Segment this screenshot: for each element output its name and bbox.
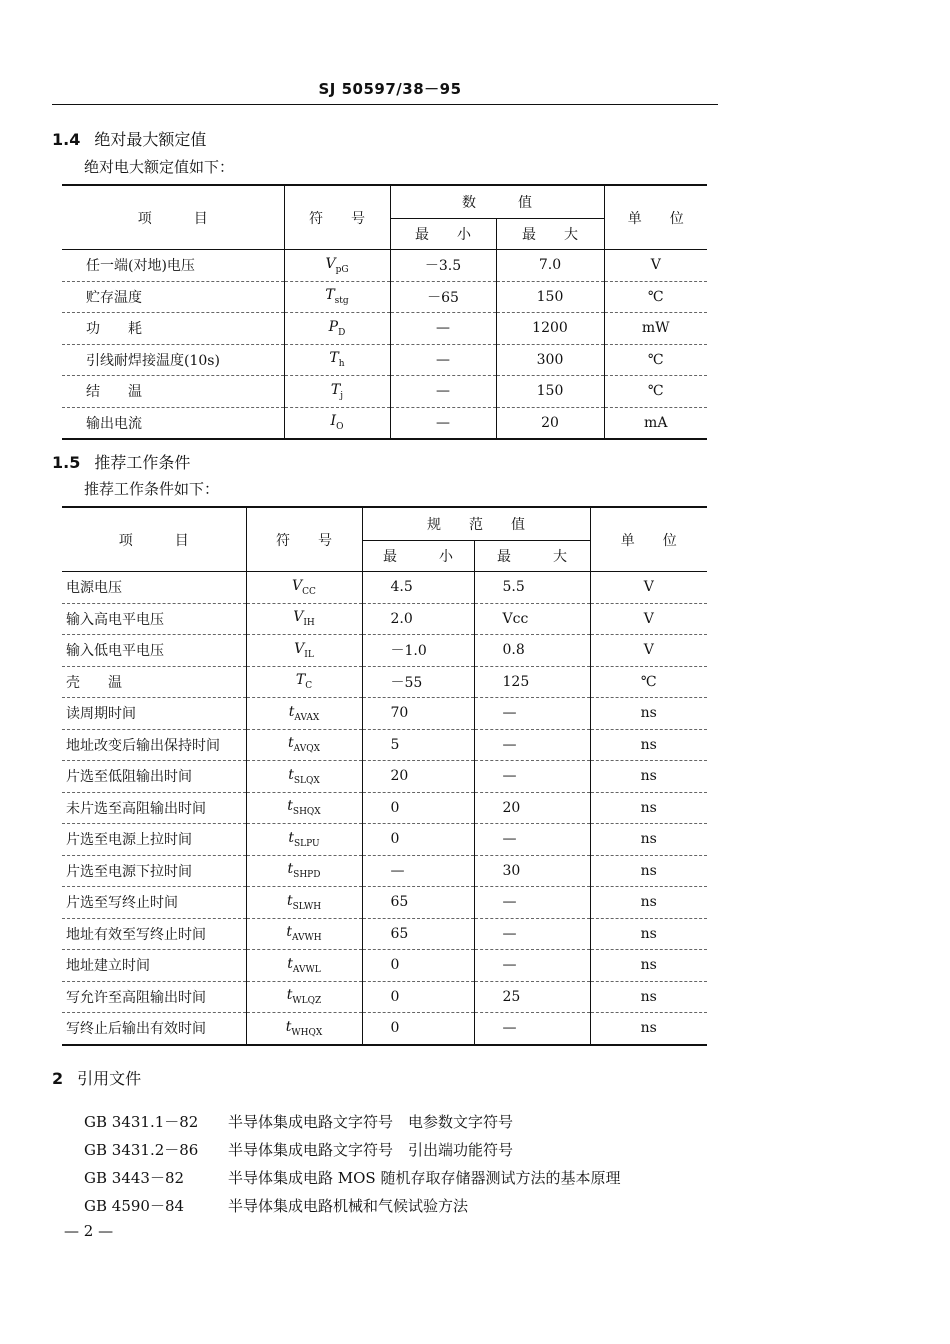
cell-max: — <box>474 918 590 950</box>
cell-symbol <box>246 887 362 919</box>
cell-item: 输入高电平电压 <box>62 603 246 635</box>
cell-symbol <box>246 855 362 887</box>
cell-min: — <box>390 376 496 408</box>
table-row <box>62 855 707 887</box>
cell-item: 输出电流 <box>86 415 142 432</box>
cell-symbol <box>284 344 390 376</box>
cell-min: 0 <box>362 1013 474 1045</box>
cell-min: －1.0 <box>362 635 474 667</box>
table-row <box>62 635 707 667</box>
symbol-subscript: SHQX <box>292 807 321 818</box>
cell-max: 20 <box>474 792 590 824</box>
absolute-max-ratings-table <box>62 184 707 440</box>
cell-item: 地址建立时间 <box>62 950 246 982</box>
cell-max: 5.5 <box>474 572 590 604</box>
cell-max: — <box>474 950 590 982</box>
table-row <box>62 250 707 282</box>
header-value: 数 值 <box>390 185 604 219</box>
cell-unit: mA <box>604 407 707 439</box>
header-unit: 单 位 <box>604 185 707 250</box>
header-min: 最 小 <box>390 219 496 250</box>
symbol-letter: t <box>287 861 294 878</box>
reference-title: 半导体集成电路 MOS 随机存取存储器测试方法的基本原理 <box>228 1169 621 1187</box>
cell-item: 结 温 <box>62 376 284 408</box>
cell-unit: ns <box>590 981 707 1013</box>
header-min: 最 小 <box>362 541 474 572</box>
cell-max: 125 <box>474 666 590 698</box>
cell-symbol <box>284 407 390 439</box>
table-row <box>62 1013 707 1045</box>
table-row <box>62 572 707 604</box>
header-max: 最 大 <box>496 219 604 250</box>
cell-min: 0 <box>362 981 474 1013</box>
symbol-subscript: pG <box>335 264 349 275</box>
cell-item: 写终止后输出有效时间 <box>66 1021 206 1038</box>
cell-min: 70 <box>362 698 474 730</box>
cell-symbol <box>246 824 362 856</box>
cell-symbol <box>246 918 362 950</box>
section-1-4-heading <box>52 127 206 150</box>
table-row <box>62 603 707 635</box>
symbol-subscript: SHPD <box>293 870 321 881</box>
cell-max: — <box>474 887 590 919</box>
page-number: — 2 — <box>64 1222 114 1240</box>
symbol-subscript: h <box>338 359 345 370</box>
symbol-subscript: IL <box>304 649 314 660</box>
cell-symbol <box>246 666 362 698</box>
table-row <box>62 666 707 698</box>
table-row <box>62 824 707 856</box>
cell-max: Vcc <box>474 603 590 635</box>
cell-max: — <box>474 729 590 761</box>
cell-symbol <box>246 729 362 761</box>
cell-max: 20 <box>496 407 604 439</box>
cell-item: 引线耐焊接温度(10s) <box>62 344 284 376</box>
symbol-letter: P <box>328 318 339 335</box>
cell-symbol <box>246 572 362 604</box>
cell-min: 65 <box>362 887 474 919</box>
cell-max: 30 <box>474 855 590 887</box>
cell-item: 未片选至高阻输出时间 <box>62 792 246 824</box>
cell-max: — <box>474 1013 590 1045</box>
cell-max: 150 <box>496 281 604 313</box>
symbol-letter: t <box>286 924 292 941</box>
reference-code: GB 3431.1－82 <box>84 1113 199 1131</box>
symbol-subscript: stg <box>334 296 349 307</box>
cell-symbol <box>284 250 390 282</box>
cell-min: 0 <box>362 824 474 856</box>
cell-max: 300 <box>496 344 604 376</box>
cell-item: 读周期时间 <box>62 698 246 730</box>
cell-min: 65 <box>362 918 474 950</box>
symbol-letter: T <box>330 381 341 398</box>
cell-unit: ℃ <box>590 666 707 698</box>
header-item: 项 目 <box>62 507 246 572</box>
cell-symbol <box>284 281 390 313</box>
reference-title: 半导体集成电路文字符号 引出端功能符号 <box>228 1141 514 1159</box>
cell-symbol <box>284 313 390 345</box>
symbol-letter: T <box>295 672 306 689</box>
reference-list <box>84 1108 620 1220</box>
header-value: 规 范 值 <box>362 507 590 541</box>
header-rule <box>52 104 718 105</box>
reference-item <box>84 1136 620 1164</box>
cell-min: －65 <box>390 281 496 313</box>
cell-max: 150 <box>496 376 604 408</box>
cell-unit: ns <box>590 918 707 950</box>
cell-unit: ns <box>590 761 707 793</box>
cell-symbol <box>246 981 362 1013</box>
cell-item: 片选至写终止时间 <box>62 887 246 919</box>
cell-min: — <box>390 344 496 376</box>
cell-unit: ℃ <box>604 376 707 408</box>
reference-code: GB 3431.2－86 <box>84 1141 199 1159</box>
cell-min: 20 <box>362 761 474 793</box>
cell-min: 0 <box>362 950 474 982</box>
table-row <box>62 281 707 313</box>
header-item: 项 目 <box>62 185 284 250</box>
cell-item: 写允许至高阻输出时间 <box>62 981 246 1013</box>
cell-unit: ns <box>590 792 707 824</box>
symbol-subscript: AVWH <box>291 933 322 944</box>
document-id: SJ 50597/38－95 <box>318 80 462 98</box>
cell-symbol <box>246 698 362 730</box>
cell-min: 2.0 <box>362 603 474 635</box>
header-max: 最 大 <box>474 541 590 572</box>
cell-symbol <box>246 792 362 824</box>
cell-item: 地址有效至写终止时间 <box>62 918 246 950</box>
symbol-letter: t <box>287 798 293 815</box>
recommended-conditions-table <box>62 506 707 1046</box>
cell-min: －3.5 <box>390 250 496 282</box>
table-row <box>62 407 707 439</box>
symbol-subscript: CC <box>302 586 316 597</box>
cell-unit: V <box>590 635 707 667</box>
cell-item: 输入低电平电压 <box>62 635 246 667</box>
cell-symbol <box>246 1013 362 1045</box>
symbol-subscript: AVQX <box>293 744 320 755</box>
cell-item: 片选至低阻输出时间 <box>62 761 246 793</box>
cell-item: 贮存温度 <box>62 281 284 313</box>
symbol-letter: t <box>288 766 294 783</box>
table-row <box>62 887 707 919</box>
cell-symbol <box>246 603 362 635</box>
table-row <box>62 376 707 408</box>
table-row <box>62 981 707 1013</box>
cell-item: 任一端(对地)电压 <box>62 250 284 282</box>
cell-unit: ℃ <box>604 344 707 376</box>
symbol-subscript: j <box>340 390 344 401</box>
symbol-subscript: AVWL <box>292 964 321 975</box>
cell-unit: ns <box>590 824 707 856</box>
section-title: 引用文件 <box>77 1069 142 1088</box>
section-2-heading <box>52 1066 141 1089</box>
table-row <box>62 698 707 730</box>
table-row <box>62 918 707 950</box>
cell-min: 4.5 <box>362 572 474 604</box>
section-1-5-intro: 推荐工作条件如下： <box>84 480 220 498</box>
cell-unit: mW <box>604 313 707 345</box>
cell-max: 25 <box>474 981 590 1013</box>
symbol-letter: t <box>287 955 293 972</box>
cell-max: — <box>474 824 590 856</box>
cell-symbol <box>284 376 390 408</box>
cell-min: — <box>362 855 474 887</box>
cell-unit: V <box>590 603 707 635</box>
symbol-subscript: SLQX <box>293 775 320 786</box>
reference-code: GB 3443－82 <box>84 1169 185 1187</box>
cell-unit: ns <box>590 698 707 730</box>
cell-max: 0.8 <box>474 635 590 667</box>
table-row <box>62 344 707 376</box>
cell-max: 1200 <box>496 313 604 345</box>
symbol-subscript: WHQX <box>291 1027 323 1038</box>
symbol-letter: V <box>293 609 304 626</box>
cell-item: 功 耗 <box>62 313 284 345</box>
cell-unit: ns <box>590 855 707 887</box>
cell-unit: V <box>604 250 707 282</box>
symbol-letter: t <box>286 987 293 1004</box>
reference-item <box>84 1164 620 1192</box>
header-symbol: 符 号 <box>284 185 390 250</box>
cell-item: 电源电压 <box>62 572 246 604</box>
symbol-subscript: IH <box>303 618 315 629</box>
reference-title: 半导体集成电路机械和气候试验方法 <box>228 1197 469 1215</box>
reference-title: 半导体集成电路文字符号 电参数文字符号 <box>228 1113 514 1131</box>
section-number: 1.4 <box>52 130 81 149</box>
symbol-letter: t <box>285 1018 292 1035</box>
cell-unit: V <box>590 572 707 604</box>
table-row <box>62 313 707 345</box>
cell-unit: ns <box>590 950 707 982</box>
symbol-subscript: WLQZ <box>292 996 322 1007</box>
symbol-letter: t <box>286 892 293 909</box>
symbol-letter: t <box>288 829 294 846</box>
cell-max: — <box>474 761 590 793</box>
symbol-subscript: C <box>305 681 313 692</box>
cell-item: 地址改变后输出保持时间 <box>62 729 246 761</box>
cell-symbol <box>246 761 362 793</box>
cell-unit: ns <box>590 1013 707 1045</box>
cell-item: 片选至电源上拉时间 <box>62 824 246 856</box>
section-number: 1.5 <box>52 453 81 472</box>
symbol-subscript: SLPU <box>294 838 320 849</box>
table-row <box>62 792 707 824</box>
section-1-4-intro: 绝对电大额定值如下： <box>84 158 235 176</box>
cell-min: — <box>390 407 496 439</box>
cell-unit: ℃ <box>604 281 707 313</box>
section-1-5-heading <box>52 450 190 473</box>
symbol-subscript: O <box>336 422 344 433</box>
cell-unit: ns <box>590 887 707 919</box>
cell-min: — <box>390 313 496 345</box>
cell-item: 片选至电源下拉时间 <box>62 855 246 887</box>
symbol-letter: V <box>294 640 305 657</box>
symbol-letter: V <box>325 255 336 272</box>
section-title: 推荐工作条件 <box>94 453 191 472</box>
reference-item <box>84 1192 620 1220</box>
symbol-subscript: SLWH <box>292 901 322 912</box>
cell-min: 5 <box>362 729 474 761</box>
table-row <box>62 729 707 761</box>
symbol-subscript: AVAX <box>294 712 320 723</box>
cell-item: 壳 温 <box>62 666 246 698</box>
symbol-letter: t <box>288 735 294 752</box>
section-number: 2 <box>52 1069 64 1088</box>
symbol-letter: I <box>330 413 337 430</box>
cell-min: 0 <box>362 792 474 824</box>
cell-symbol <box>246 635 362 667</box>
reference-item <box>84 1108 620 1136</box>
symbol-letter: t <box>288 703 295 720</box>
cell-unit: ns <box>590 729 707 761</box>
symbol-letter: T <box>329 350 339 367</box>
header-symbol: 符 号 <box>246 507 362 572</box>
table-row <box>62 950 707 982</box>
symbol-subscript: D <box>338 327 346 338</box>
cell-max: 7.0 <box>496 250 604 282</box>
cell-min: －55 <box>362 666 474 698</box>
symbol-letter: V <box>292 577 303 594</box>
cell-symbol <box>246 950 362 982</box>
table-row <box>62 761 707 793</box>
cell-max: — <box>474 698 590 730</box>
symbol-letter: T <box>325 287 335 304</box>
reference-code: GB 4590－84 <box>84 1197 185 1215</box>
header-unit: 单 位 <box>590 507 707 572</box>
section-title: 绝对最大额定值 <box>94 130 207 149</box>
